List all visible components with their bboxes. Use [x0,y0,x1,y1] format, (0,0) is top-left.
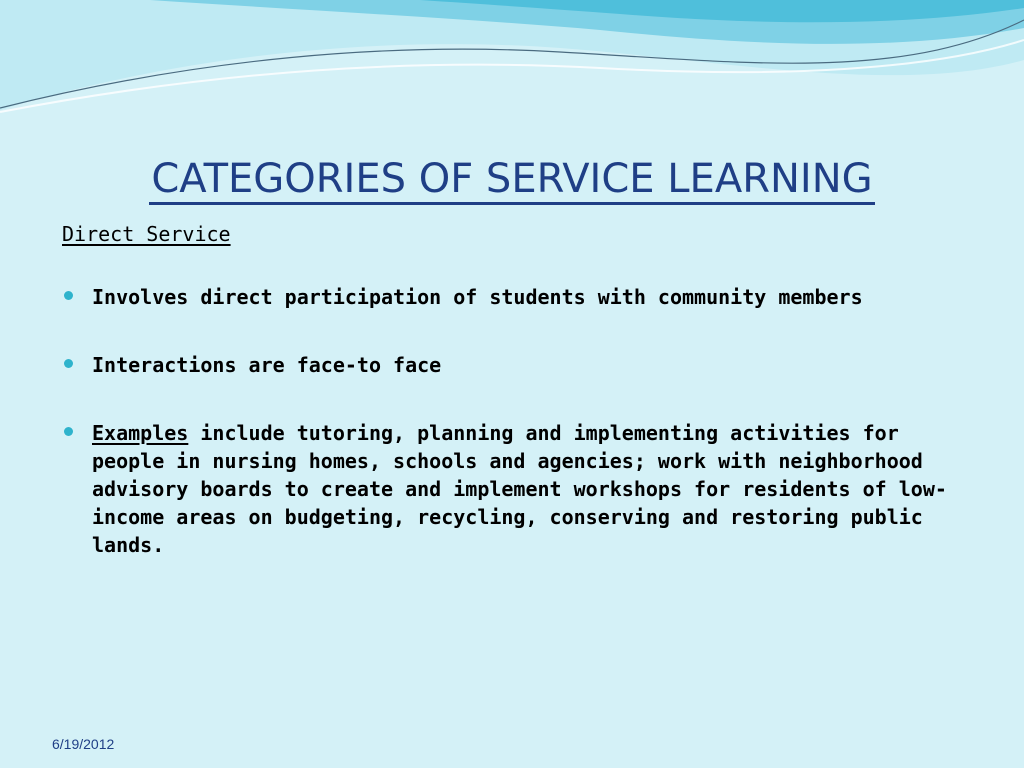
slide-date: 6/19/2012 [52,736,115,752]
examples-text: include tutoring, planning and implementing activities for people in nursing homes, schools and agencies; work with neighborhood advisory boards to create and implement workshops for residents of low-income areas on budgeting, recycling, conserving and restoring public lands. [92,421,947,557]
bullet-dot-icon [64,291,73,300]
bullet-item-examples [62,419,972,559]
section-subheading: Direct Service [62,222,231,246]
bullet-dot-icon [64,427,73,436]
bullet-text: Involves direct participation of students with community members [92,285,863,309]
header-wave-decoration [0,0,1024,130]
bullet-item [62,351,972,379]
bullet-text: Interactions are face-to face [92,353,442,377]
examples-label: Examples [92,421,189,445]
bullet-list [62,283,972,559]
bullet-dot-icon [64,359,73,368]
slide-title: CATEGORIES OF SERVICE LEARNING [0,152,1024,206]
bullet-item [62,283,972,311]
